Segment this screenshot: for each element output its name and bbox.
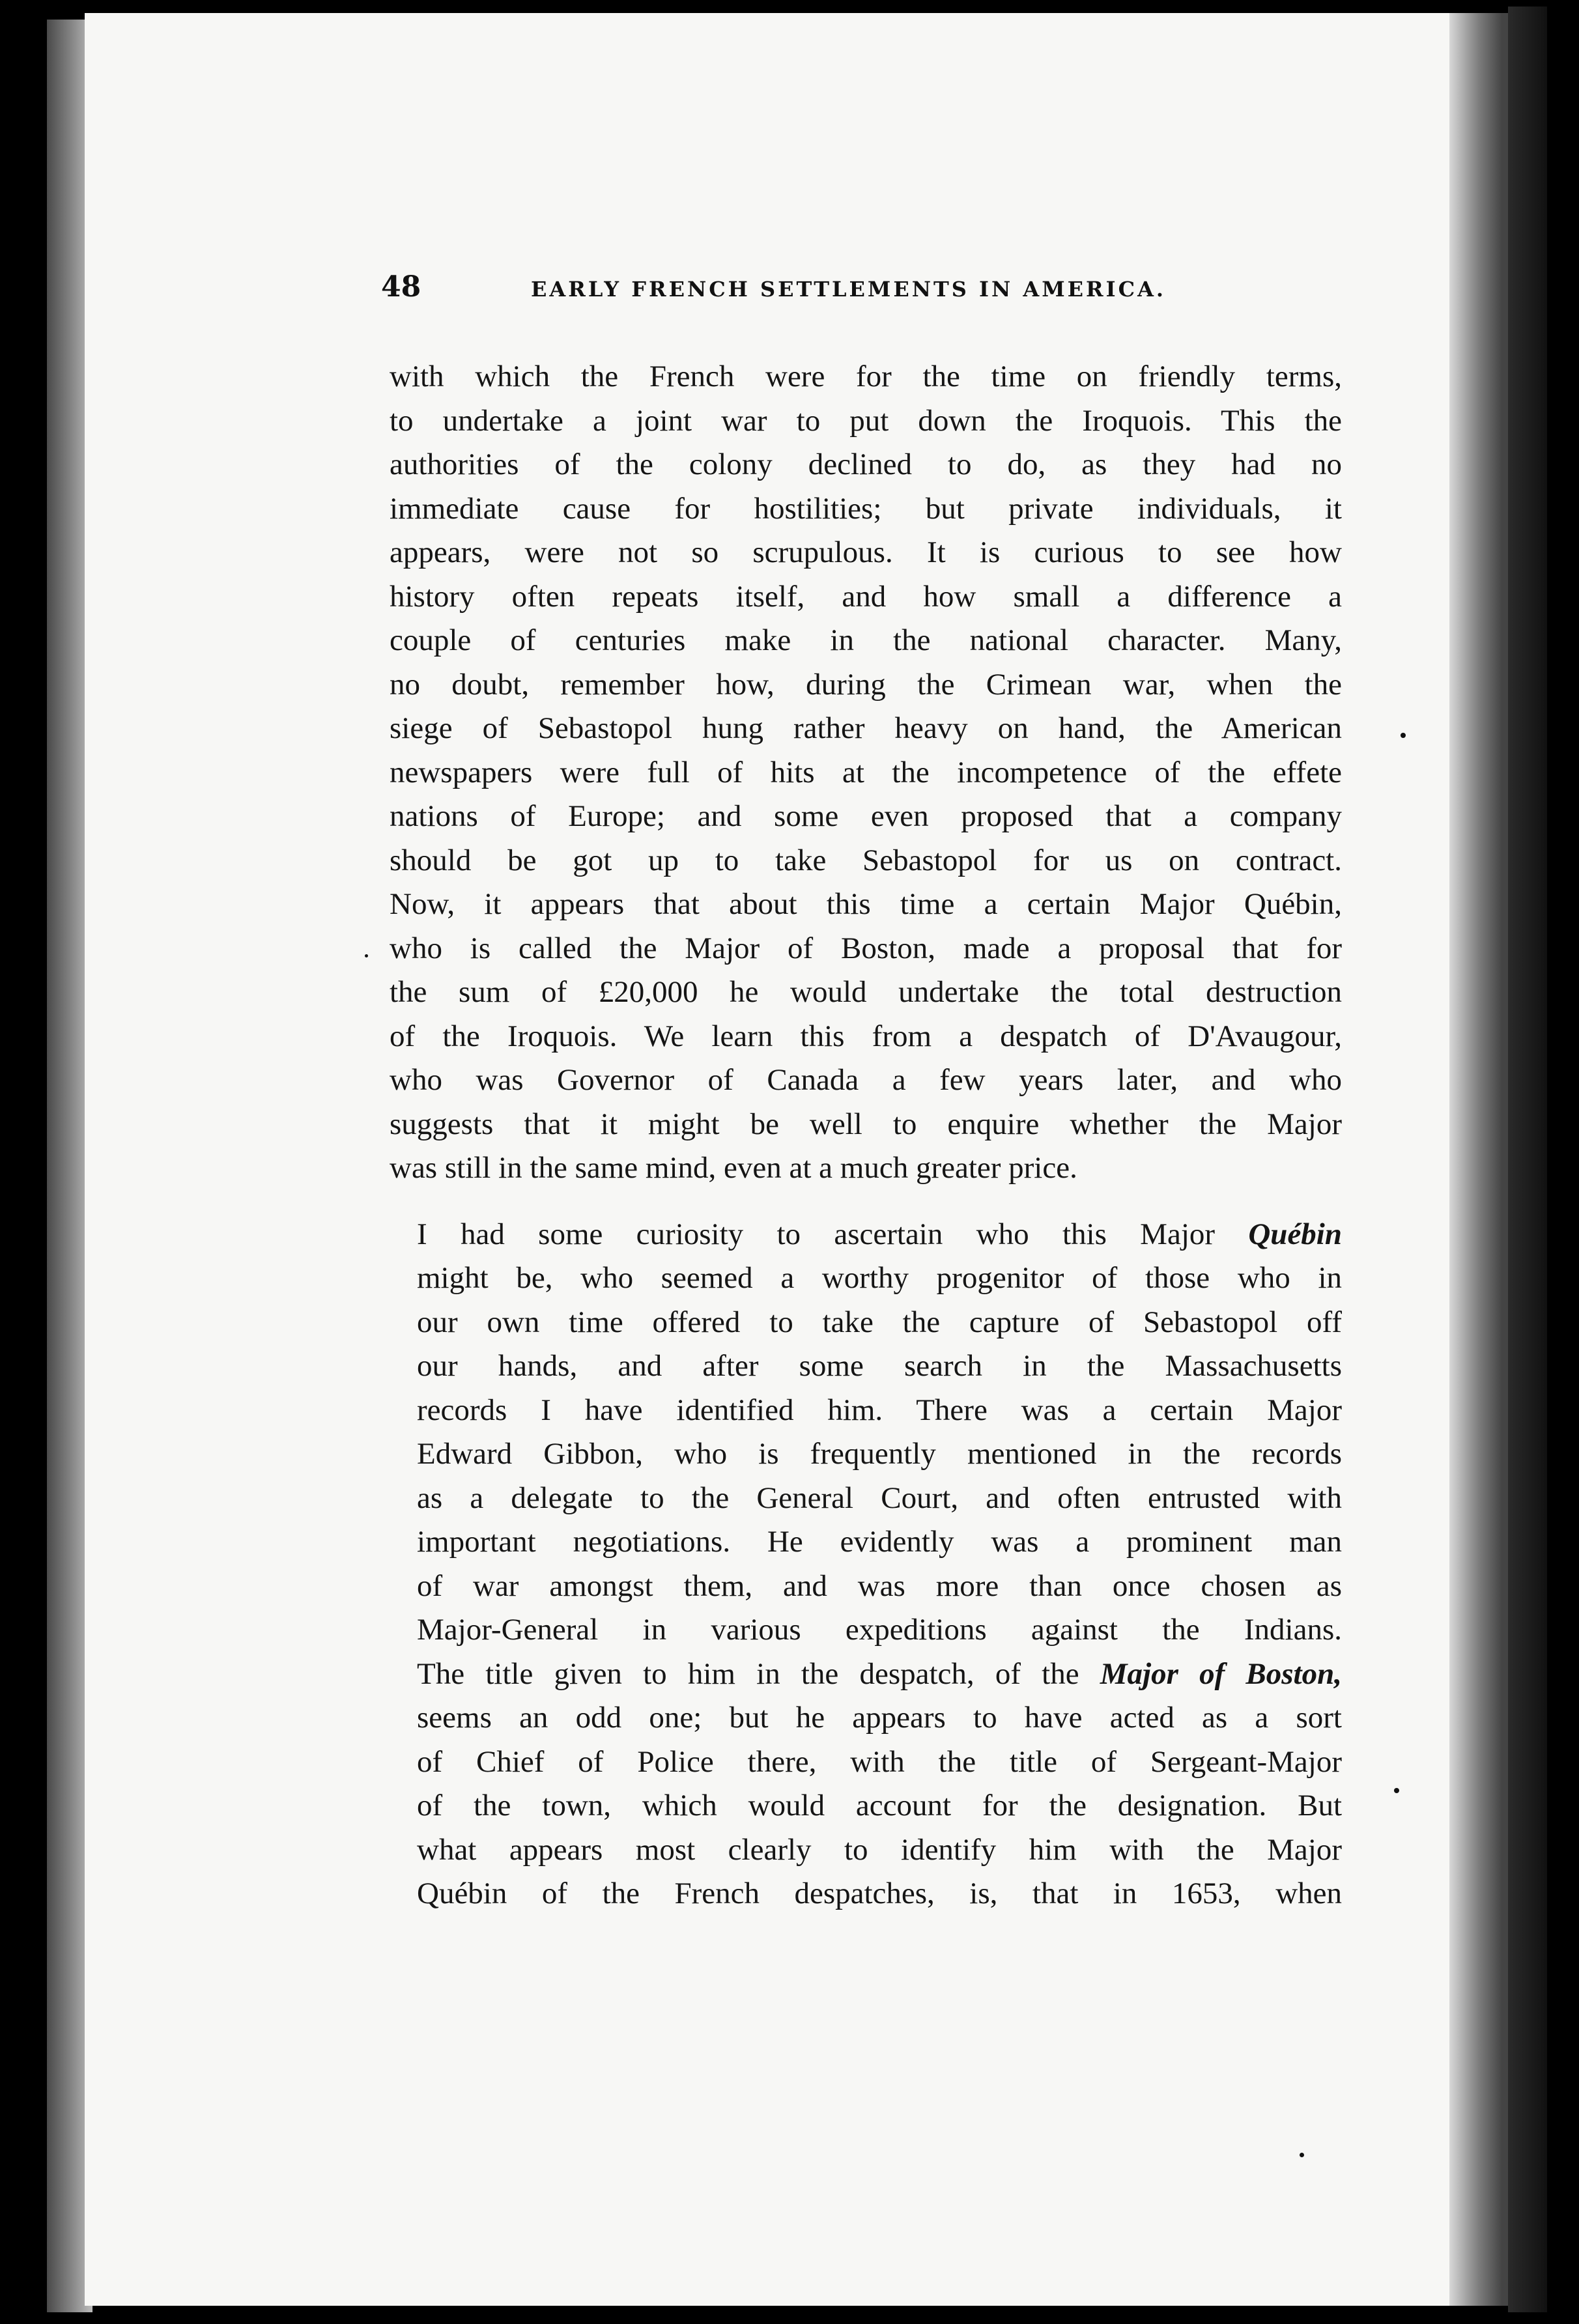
italic-title: Major of Boston, [1100, 1656, 1342, 1691]
text-line: of Chief of Police there, with the title of Sergeant-Major [417, 1744, 1342, 1779]
text-line: of the Iroquois. We learn this from a despatch of D'Avaugour, [390, 1019, 1342, 1053]
text-run: The title given to him in the despatch, of the [417, 1656, 1100, 1691]
text-line [390, 1652, 1342, 1697]
text-line: was still in the same mind, even at a much greater price. [390, 1151, 1077, 1185]
text-line: appears, were not so scrupulous. It is curious to see how [390, 535, 1342, 569]
text-line: who is called the Major of Boston, made a proposal that for [390, 931, 1342, 965]
text-line: authorities of the colony declined to do, as they had no [390, 447, 1342, 481]
text-line: as a delegate to the General Court, and often entrusted with [417, 1481, 1342, 1515]
text-line: of the town, which would account for the designation. But [417, 1789, 1342, 1822]
text-line: records I have identified him. There was a certain Major [417, 1393, 1342, 1427]
page-number: 48 [381, 270, 421, 304]
paragraph-2 [390, 1213, 1342, 1916]
text-line: Major-General in various expeditions against the Indians. [417, 1613, 1342, 1647]
scan-speck [1300, 2153, 1304, 2157]
text-line: nations of Europe; and some even proposed that a company [390, 799, 1342, 833]
text-line: suggests that it might be well to enquire whether the Major [390, 1107, 1342, 1141]
text-line: with which the French were for the time on friendly terms, [390, 360, 1342, 393]
running-head: EARLY FRENCH SETTLEMENTS IN AMERICA. [531, 277, 1167, 302]
text-line: seems an odd one; but he appears to have acted as a sort [417, 1701, 1342, 1735]
text-line: Now, it appears that about this time a certain Major Québin, [390, 887, 1342, 921]
body-text [390, 355, 1342, 1916]
text-line: immediate cause for hostilities; but private individuals, it [390, 491, 1342, 526]
text-line: Edward Gibbon, who is frequently mentioned in the records [417, 1437, 1342, 1471]
text-line: important negotiations. He evidently was a prominent man [417, 1525, 1342, 1559]
text-line: who was Governor of Canada a few years later, and who [390, 1063, 1342, 1097]
scan-speck [1394, 1788, 1399, 1793]
text-line: the sum of £20,000 he would undertake the total destruction [390, 975, 1342, 1009]
paragraph-1 [390, 355, 1342, 1191]
text-line: of war amongst them, and was more than once chosen as [417, 1568, 1342, 1603]
page-header [381, 270, 1358, 316]
text-line: might be, who seemed a worthy progenitor of those who in [417, 1261, 1342, 1295]
text-line: newspapers were full of hits at the incompetence of the effete [390, 755, 1342, 789]
text-line: should be got up to take Sebastopol for us on contract. [390, 843, 1342, 877]
text-line: siege of Sebastopol hung rather heavy on hand, the American [390, 711, 1342, 745]
text-line: Québin of the French despatches, is, that in 1653, when [417, 1877, 1342, 1910]
scan-speck [365, 954, 368, 957]
text-line: our own time offered to take the capture of Sebastopol off [417, 1305, 1342, 1339]
text-line: what appears most clearly to identify him with the Major [417, 1832, 1342, 1867]
text-line: couple of centuries make in the national character. Many, [390, 623, 1342, 657]
text-line: history often repeats itself, and how small a difference a [390, 579, 1342, 614]
text-line [390, 1213, 1342, 1257]
text-line: no doubt, remember how, during the Crimean war, when the [390, 667, 1342, 701]
italic-name: Québin [1248, 1217, 1342, 1251]
page-edge-dark [1508, 7, 1547, 2312]
scan-speck [1401, 733, 1406, 738]
text-line: our hands, and after some search in the Massachusetts [417, 1349, 1342, 1383]
text-line: to undertake a joint war to put down the Iroquois. This the [390, 403, 1342, 438]
page-edge-shading [1449, 13, 1508, 2306]
text-run: I had some curiosity to ascertain who this Major [417, 1217, 1249, 1251]
